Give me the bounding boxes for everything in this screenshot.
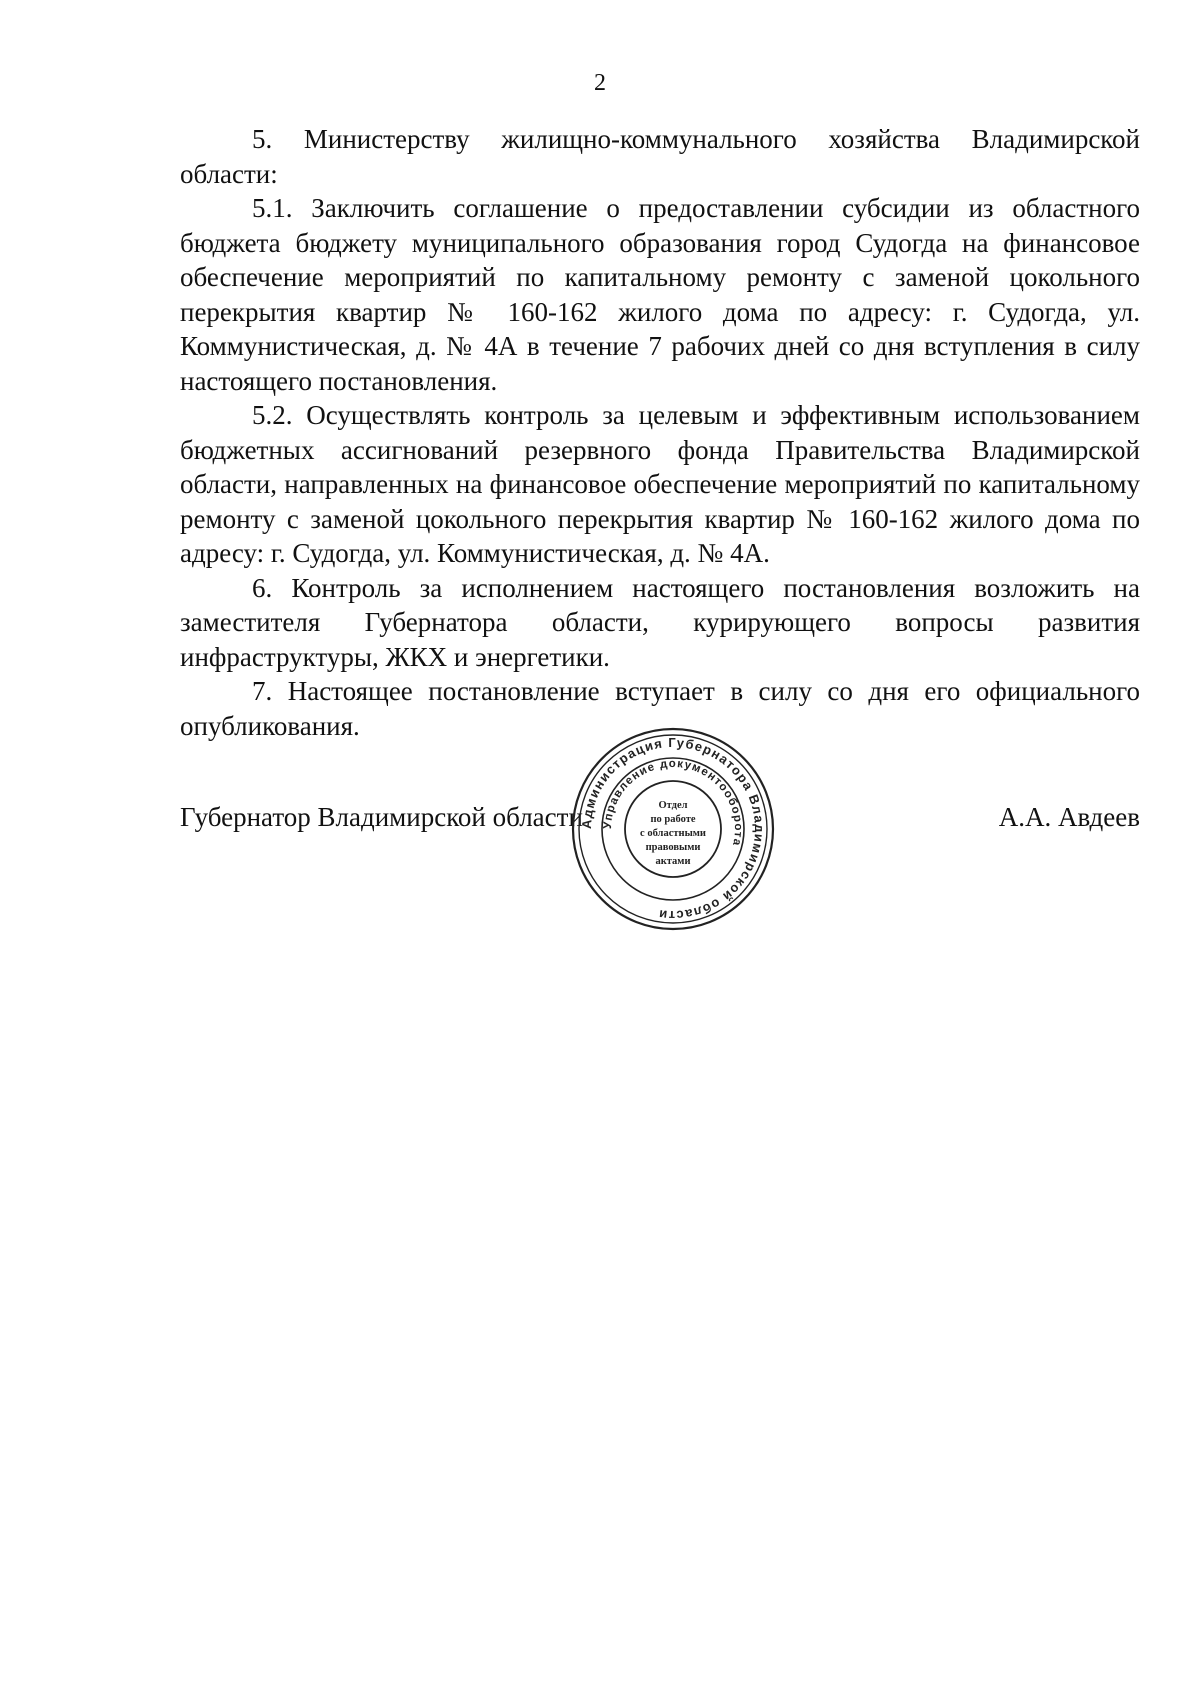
stamp-center-line-4: правовыми [645, 842, 701, 853]
document-body [180, 122, 1140, 743]
stamp-center-line-2: по работе [650, 814, 696, 825]
paragraph-5-2: 5.2. Осуществлять контроль за целевым и эффективным использованием бюджетных ассигнований резервного фонда Правительства Владимирской области, направленных на финансовое обеспечение мероприятий по капитальному ремонту с заменой цокольного перекрытия квартир № 160-162 жилого дома по адресу: г. Судогда, ул. Коммунистическая, д. № 4А. [180, 400, 1140, 568]
stamp-center-line-5: актами [655, 856, 691, 867]
official-seal-stamp-icon [568, 724, 778, 934]
paragraph-6: 6. Контроль за исполнением настоящего постановления возложить на заместителя Губернатора области, курирующего вопросы развития инфраструктуры, ЖКХ и энергетики. [180, 572, 1140, 672]
signer-title: Губернатор Владимирской области [180, 802, 583, 832]
paragraph-5: 5. Министерству жилищно-коммунального хозяйства Владимирской области: [180, 124, 1140, 189]
paragraph-7: 7. Настоящее постановление вступает в силу со дня его официального опубликования. [180, 676, 1140, 741]
signer-name: А.А. Авдеев [998, 802, 1140, 832]
stamp-outer-text: Администрация Губернатора Владимирской области [578, 734, 768, 924]
signature-block [180, 724, 1140, 944]
page-number: 2 [594, 70, 606, 96]
stamp-inner-ring-text: Управление документооборота [601, 757, 745, 848]
paragraph-5-1: 5.1. Заключить соглашение о предоставлении субсидии из областного бюджета бюджету муниципального образования город Судогда на финансовое обеспечение мероприятий по капитальному ремонту с заменой цокольного перекрытия квартир № 160-162 жилого дома по адресу: г. Судогда, ул. Коммунистическая, д. № 4А в течение 7 рабочих дней со дня вступления в силу настоящего постановления. [180, 193, 1140, 396]
stamp-center-line-1: Отдел [658, 800, 688, 811]
stamp-center-line-3: с областными [640, 828, 706, 839]
